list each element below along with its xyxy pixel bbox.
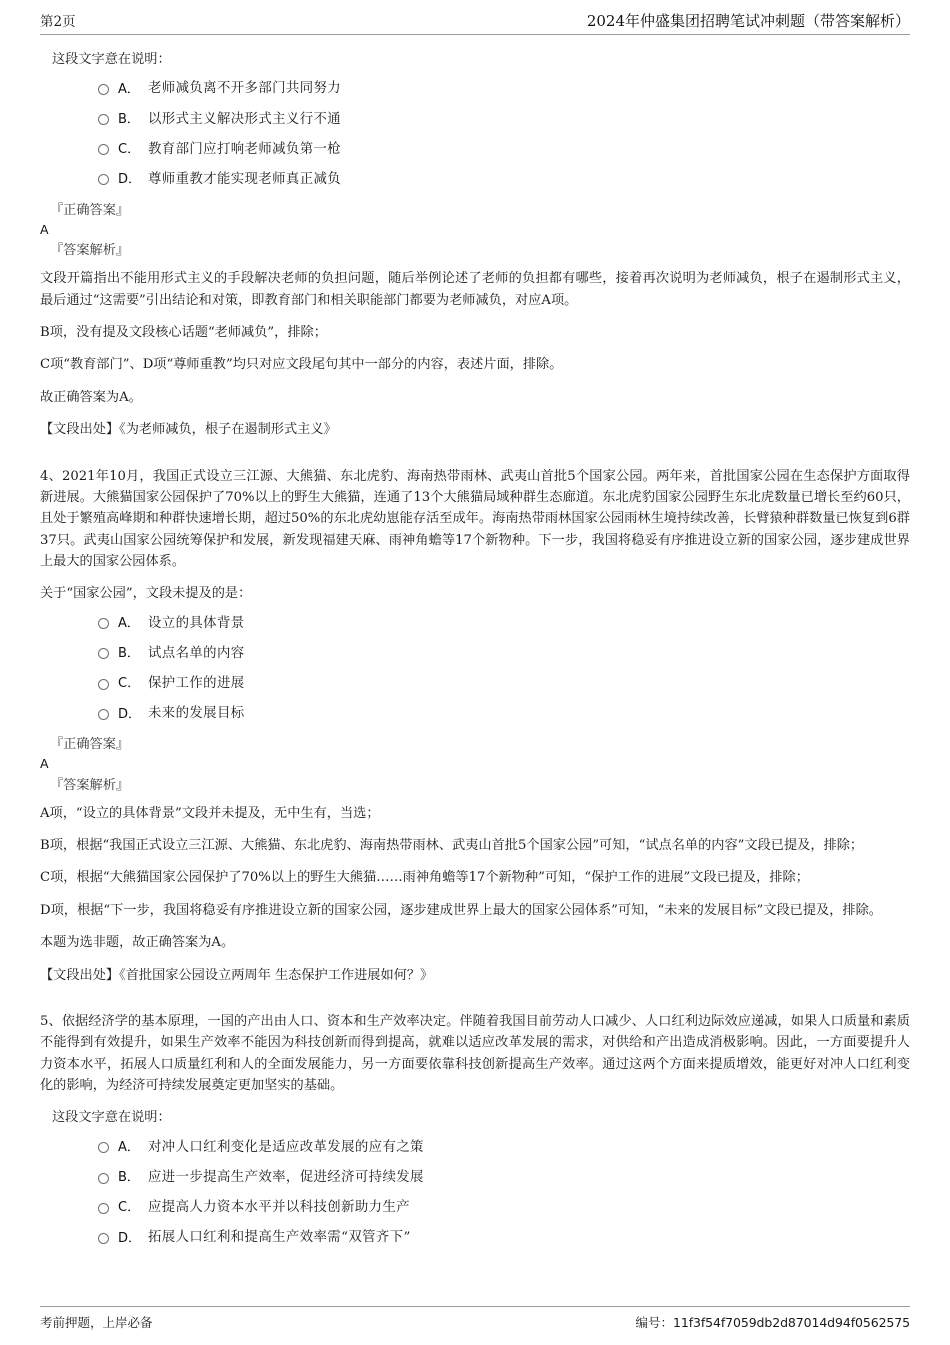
option-row[interactable] (40, 107, 910, 133)
option-text: 对冲人口红利变化是适应改革发展的应有之策 (148, 1139, 424, 1155)
analysis-paragraph: C项“教育部门”、D项“尊师重教”均只对应文段尾句其中一部分的内容，表述片面，排除。 (40, 357, 563, 373)
passage-source: 【文段出处】《为老师减负，根子在遏制形式主义》 (40, 422, 337, 438)
analysis-paragraph: A项，“设立的具体背景”文段并未提及，无中生有，当选； (40, 805, 380, 821)
radio-button-icon[interactable] (98, 144, 109, 155)
option-row[interactable] (40, 1135, 910, 1161)
correct-answer-label: 『正确答案』 (50, 737, 130, 753)
footer-code-label: 编号： (635, 1315, 673, 1330)
option-text: 未来的发展目标 (148, 706, 245, 722)
option-letter: D． (118, 706, 142, 722)
option-letter: C． (118, 676, 141, 692)
options-list-q5 (40, 1135, 910, 1252)
analysis-paragraph: 故正确答案为A。 (40, 389, 142, 405)
radio-button-icon[interactable] (98, 709, 109, 720)
correct-answer-value: A (40, 221, 49, 237)
option-text: 以形式主义解决形式主义行不通 (148, 111, 342, 127)
analysis-paragraph: C项，根据“大熊猫国家公园保护了70%以上的野生大熊猫……雨神角蟾等17个新物种”可知，“保护工作的进展”文段已提及，排除； (40, 870, 809, 886)
radio-button-icon[interactable] (98, 114, 109, 125)
option-row[interactable] (40, 167, 910, 193)
spacer (40, 997, 910, 1011)
option-text: 设立的具体背景 (148, 615, 245, 631)
option-text: 试点名单的内容 (148, 645, 245, 661)
passage-source: 【文段出处】《首批国家公园设立两周年 生态保护工作进展如何？》 (40, 967, 434, 983)
question-passage: 5、依据经济学的基本原理，一国的产出由人口、资本和生产效率决定。伴随着我国目前劳动人口减少、人口红利边际效应递减，如果人口质量和素质不能得到有效提升，如果生产效率不能因为科技创新而得到提高，就难以适应改革发展的需求，对供给和产出造成消极影响。因此，一方面要提升人力资本水平，拓展人口质量红利和人的全面发展能力，另一方面要依靠科技创新提高生产效率。通过这两个方面来提质增效，能更好对冲人口红利变化的影响，为经济可持续发展奠定更加坚实的基础。 (40, 1013, 910, 1094)
analysis-paragraph: B项，没有提及文段核心话题“老师减负”，排除； (40, 325, 327, 341)
option-text: 尊师重教才能实现老师真正减负 (148, 171, 342, 187)
question-passage: 4、2021年10月，我国正式设立三江源、大熊猫、东北虎豹、海南热带雨林、武夷山首批5个国家公园。两年来，首批国家公园在生态保护方面取得新进展。大熊猫国家公园保护了70%以上的野生大熊猫，连通了13个大熊猫局域种群生态廊道。东北虎豹国家公园野生东北虎数量已增长至约60只，且处于繁殖高峰期和种群快速增长期，超过50%的东北虎幼崽能存活至成年。海南热带雨林国家公园雨林生境持续改善，长臂猿种群数量已恢复到6群37只。武夷山国家公园统筹保护和发展，新发现福建天麻、雨神角蟾等17个新物种。下一步，我国将稳妥有序推进设立新的国家公园，逐步建成世界上最大的国家公园体系。 (40, 468, 910, 570)
radio-button-icon[interactable] (98, 679, 109, 690)
radio-button-icon[interactable] (98, 1233, 109, 1244)
spacer (40, 796, 910, 803)
option-text: 拓展人口红利和提高生产效率需“双管齐下” (148, 1230, 411, 1246)
answer-analysis-label: 『答案解析』 (50, 777, 130, 793)
option-letter: A． (118, 1140, 140, 1156)
radio-button-icon[interactable] (98, 1203, 109, 1214)
page-header (40, 0, 910, 35)
page-footer (40, 1306, 910, 1331)
option-row[interactable] (40, 1165, 910, 1191)
option-letter: A． (118, 616, 140, 632)
option-letter: D． (118, 172, 142, 188)
option-row[interactable] (40, 671, 910, 697)
option-row[interactable] (40, 137, 910, 163)
question-block-q5 (40, 1011, 910, 1251)
page-content (40, 35, 910, 1251)
radio-button-icon[interactable] (98, 618, 109, 629)
radio-button-icon[interactable] (98, 1173, 109, 1184)
option-letter: D． (118, 1230, 142, 1246)
option-text: 应进一步提高生产效率，促进经济可持续发展 (148, 1169, 424, 1185)
option-text: 应提高人力资本水平并以科技创新助力生产 (148, 1200, 411, 1216)
question-stem: 关于“国家公园”，文段未提及的是： (40, 586, 252, 602)
document-title: 2024年仲盛集团招聘笔试冲刺题（带答案解析） (586, 12, 910, 30)
option-letter: A． (118, 81, 140, 97)
question-block-q3 (40, 49, 910, 441)
option-text: 老师减负离不开多部门共同努力 (148, 81, 342, 97)
option-letter: C． (118, 142, 141, 158)
radio-button-icon[interactable] (98, 1142, 109, 1153)
analysis-paragraph: D项，根据“下一步，我国将稳妥有序推进设立新的国家公园，逐步建成世界上最大的国家公园体系”可知，“未来的发展目标”文段已提及，排除。 (40, 902, 882, 918)
question-stem: 这段文字意在说明： (52, 52, 171, 67)
option-row[interactable] (40, 76, 910, 102)
footer-code-value: 11f3f54f7059db2d87014d94f0562575 (672, 1315, 910, 1330)
answer-analysis-label: 『答案解析』 (50, 243, 130, 259)
radio-button-icon[interactable] (98, 174, 109, 185)
analysis-paragraph: B项，根据“我国正式设立三江源、大熊猫、东北虎豹、海南热带雨林、武夷山首批5个国家公园”可知，“试点名单的内容”文段已提及，排除； (40, 838, 864, 854)
correct-answer-label: 『正确答案』 (50, 202, 130, 218)
correct-answer-value: A (40, 756, 49, 772)
option-row[interactable] (40, 1225, 910, 1251)
option-letter: B． (118, 111, 140, 127)
radio-button-icon[interactable] (98, 84, 109, 95)
footer-slogan: 考前押题，上岸必备 (40, 1315, 153, 1330)
option-row[interactable] (40, 611, 910, 637)
question-stem: 这段文字意在说明： (52, 1110, 171, 1126)
option-text: 教育部门应打响老师减负第一枪 (148, 141, 342, 157)
options-list-q3 (40, 76, 910, 193)
option-row[interactable] (40, 641, 910, 667)
page-number-label: 第2页 (40, 13, 76, 30)
option-letter: B． (118, 1170, 140, 1186)
analysis-paragraph: 本题为选非题，故正确答案为A。 (40, 935, 235, 951)
option-row[interactable] (40, 1195, 910, 1221)
option-row[interactable] (40, 701, 910, 727)
spacer (40, 452, 910, 466)
question-block-q4 (40, 466, 910, 986)
options-list-q4 (40, 611, 910, 728)
analysis-paragraph: 文段开篇指出不能用形式主义的手段解决老师的负担问题，随后举例论述了老师的负担都有哪些，接着再次说明为老师减负，根子在遏制形式主义，最后通过“这需要”引出结论和对策，即教育部门和相关职能部门都要为老师减负，对应A项。 (40, 271, 910, 308)
radio-button-icon[interactable] (98, 648, 109, 659)
option-text: 保护工作的进展 (148, 676, 245, 692)
option-letter: B． (118, 646, 140, 662)
spacer (40, 261, 910, 268)
option-letter: C． (118, 1200, 141, 1216)
footer-code (635, 1313, 910, 1331)
